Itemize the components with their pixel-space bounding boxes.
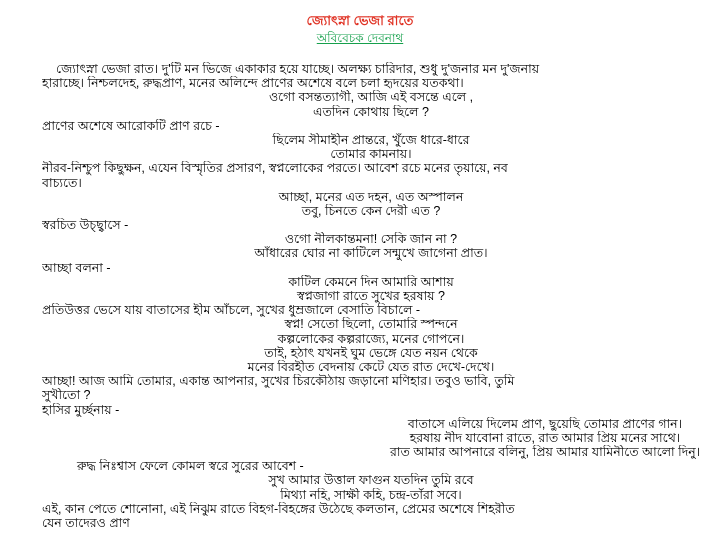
- poem-line: প্রতিউত্তর ভেসে যায় বাতাসের হীম আঁচলে, সুখের ধুম্রজালে বেসাতি বিচালে -: [42, 303, 421, 318]
- poem-line: আঁধারের ঘোর না কাটিলে সন্মুখে জাগেনা প্রাত।: [254, 246, 488, 261]
- poem-header: [0, 0, 720, 47]
- poem-body: [0, 62, 720, 530]
- poem-line: বাচ্যতে।: [42, 175, 82, 190]
- poem-title: জ্যোৎস্না ভেজা রাতে: [306, 13, 414, 28]
- poem-line: হরষায় নীদ যাবোনা রাতে, রাত আমার প্রিয় মনের সাথে।: [409, 430, 681, 445]
- poem-line: ছিলেম সীমাহীন প্রান্তরে, খুঁজে ধারে-ধারে: [272, 132, 470, 147]
- poem-line: সুখ আমার উত্তাল ফাগুন যতদিন তুমি রবে: [268, 473, 474, 488]
- poem-author-link[interactable]: অবিবেচক দেবনাথ: [316, 31, 404, 45]
- poem-line: সুখীতো ?: [42, 388, 91, 403]
- poem-line: তোমার কামনায়।: [330, 147, 412, 162]
- poem-line: মনের বিরহীত বেদনায় কেটে যেত রাত দেখে-দেখে।: [247, 359, 495, 374]
- poem-line: রাত আমার আপনারে বলিনু, প্রিয় আমার যামিনীতে আলো দিনু।: [390, 445, 700, 460]
- poem-line: এতদিন কোথায় ছিলে ?: [313, 104, 429, 119]
- poem-line: আচ্ছা, মনের এত দহন, এত অস্পালন: [278, 189, 464, 204]
- poem-line: হাসির মুর্চ্ছনায় -: [42, 402, 120, 417]
- poem-line: ওগো বসন্তত্যাগী, আজি এই বসন্তে এলে ,: [268, 90, 474, 105]
- poem-line: স্বরচিত উচ্ছ্বাসে -: [42, 218, 129, 233]
- poem-line: স্বপ্নজাগা রাতে সুখের হরষায় ?: [297, 289, 445, 303]
- poem-line: কল্পলোকের কল্পরাজ্যে, মনের গোপনে।: [277, 331, 465, 346]
- poem-line: তবু, চিনতে কেন দেরী এত ?: [301, 203, 441, 218]
- poem-line: রুদ্ধ নিঃশ্বাস ফেলে কোমল স্বরে সুরের আবেশ -: [77, 459, 304, 474]
- poem-line: ওগো নীলকান্তমনা! সেকি জান না ?: [284, 232, 458, 247]
- poem-line: নীরব-নিশ্চুপ কিছুক্ষন, এযেন বিস্মৃতির প্রসারণ, স্বপ্নলোকের পরতে। আবেশ রচে মনের তৃয়ায়ে, নব: [42, 161, 508, 176]
- poem-line: স্বপ্ন! সেতো ছিলো, তোমারি স্পন্দনে: [284, 317, 458, 332]
- poem-line: মিথ্যা নহি, সাক্ষী কহি, চন্দ্র-তাঁরা সবে।: [280, 487, 462, 502]
- poem-line: হারাচ্ছে। নিশ্চলদেহ, রুদ্ধপ্রাণ, মনের অলিন্দে প্রাণের অশেষে বলে চলা হৃদয়ের যতকথা।: [42, 76, 464, 91]
- poem-line: তাই, হঠাৎ যখনই ঘুম ভেঙ্গে যেত নয়ন থেকে: [264, 345, 478, 360]
- poem-line: এই, কান পেতে শোনোনা, এই নিঝুম রাতে বিহগ-বিহঙ্গের উঠেছে কলতান, প্রেমের অশেষে শিহরীত: [42, 501, 515, 516]
- poem-line: আচ্ছা বলনা -: [42, 260, 111, 275]
- poem-line: আচ্ছা! আজ আমি তোমার, একান্ত আপনার, সুখের চিরকৌঠায় জড়ানো মণিহার। তবুও ভাবি, তুমি: [42, 374, 515, 389]
- poem-line: যেন তাদেরও প্রাণ: [42, 516, 130, 530]
- poem-line: প্রাণের অশেষে আরোকটি প্রাণ রচে -: [42, 118, 220, 133]
- poem-line: জ্যোৎস্না ভেজা রাত। দু'টি মন ভিজে একাকার হয়ে যাচ্ছে। অলক্ষ্য চারিদার, শুধু দু'জনার মন দু'জনায়: [56, 62, 540, 76]
- poem-line: বাতাসে এলিয়ে দিলেম প্রাণ, ছুয়েছি তোমার প্রাণের গান।: [407, 416, 683, 431]
- poem-line: কাটিল কেমনে দিন আমারি আশায়: [288, 274, 454, 289]
